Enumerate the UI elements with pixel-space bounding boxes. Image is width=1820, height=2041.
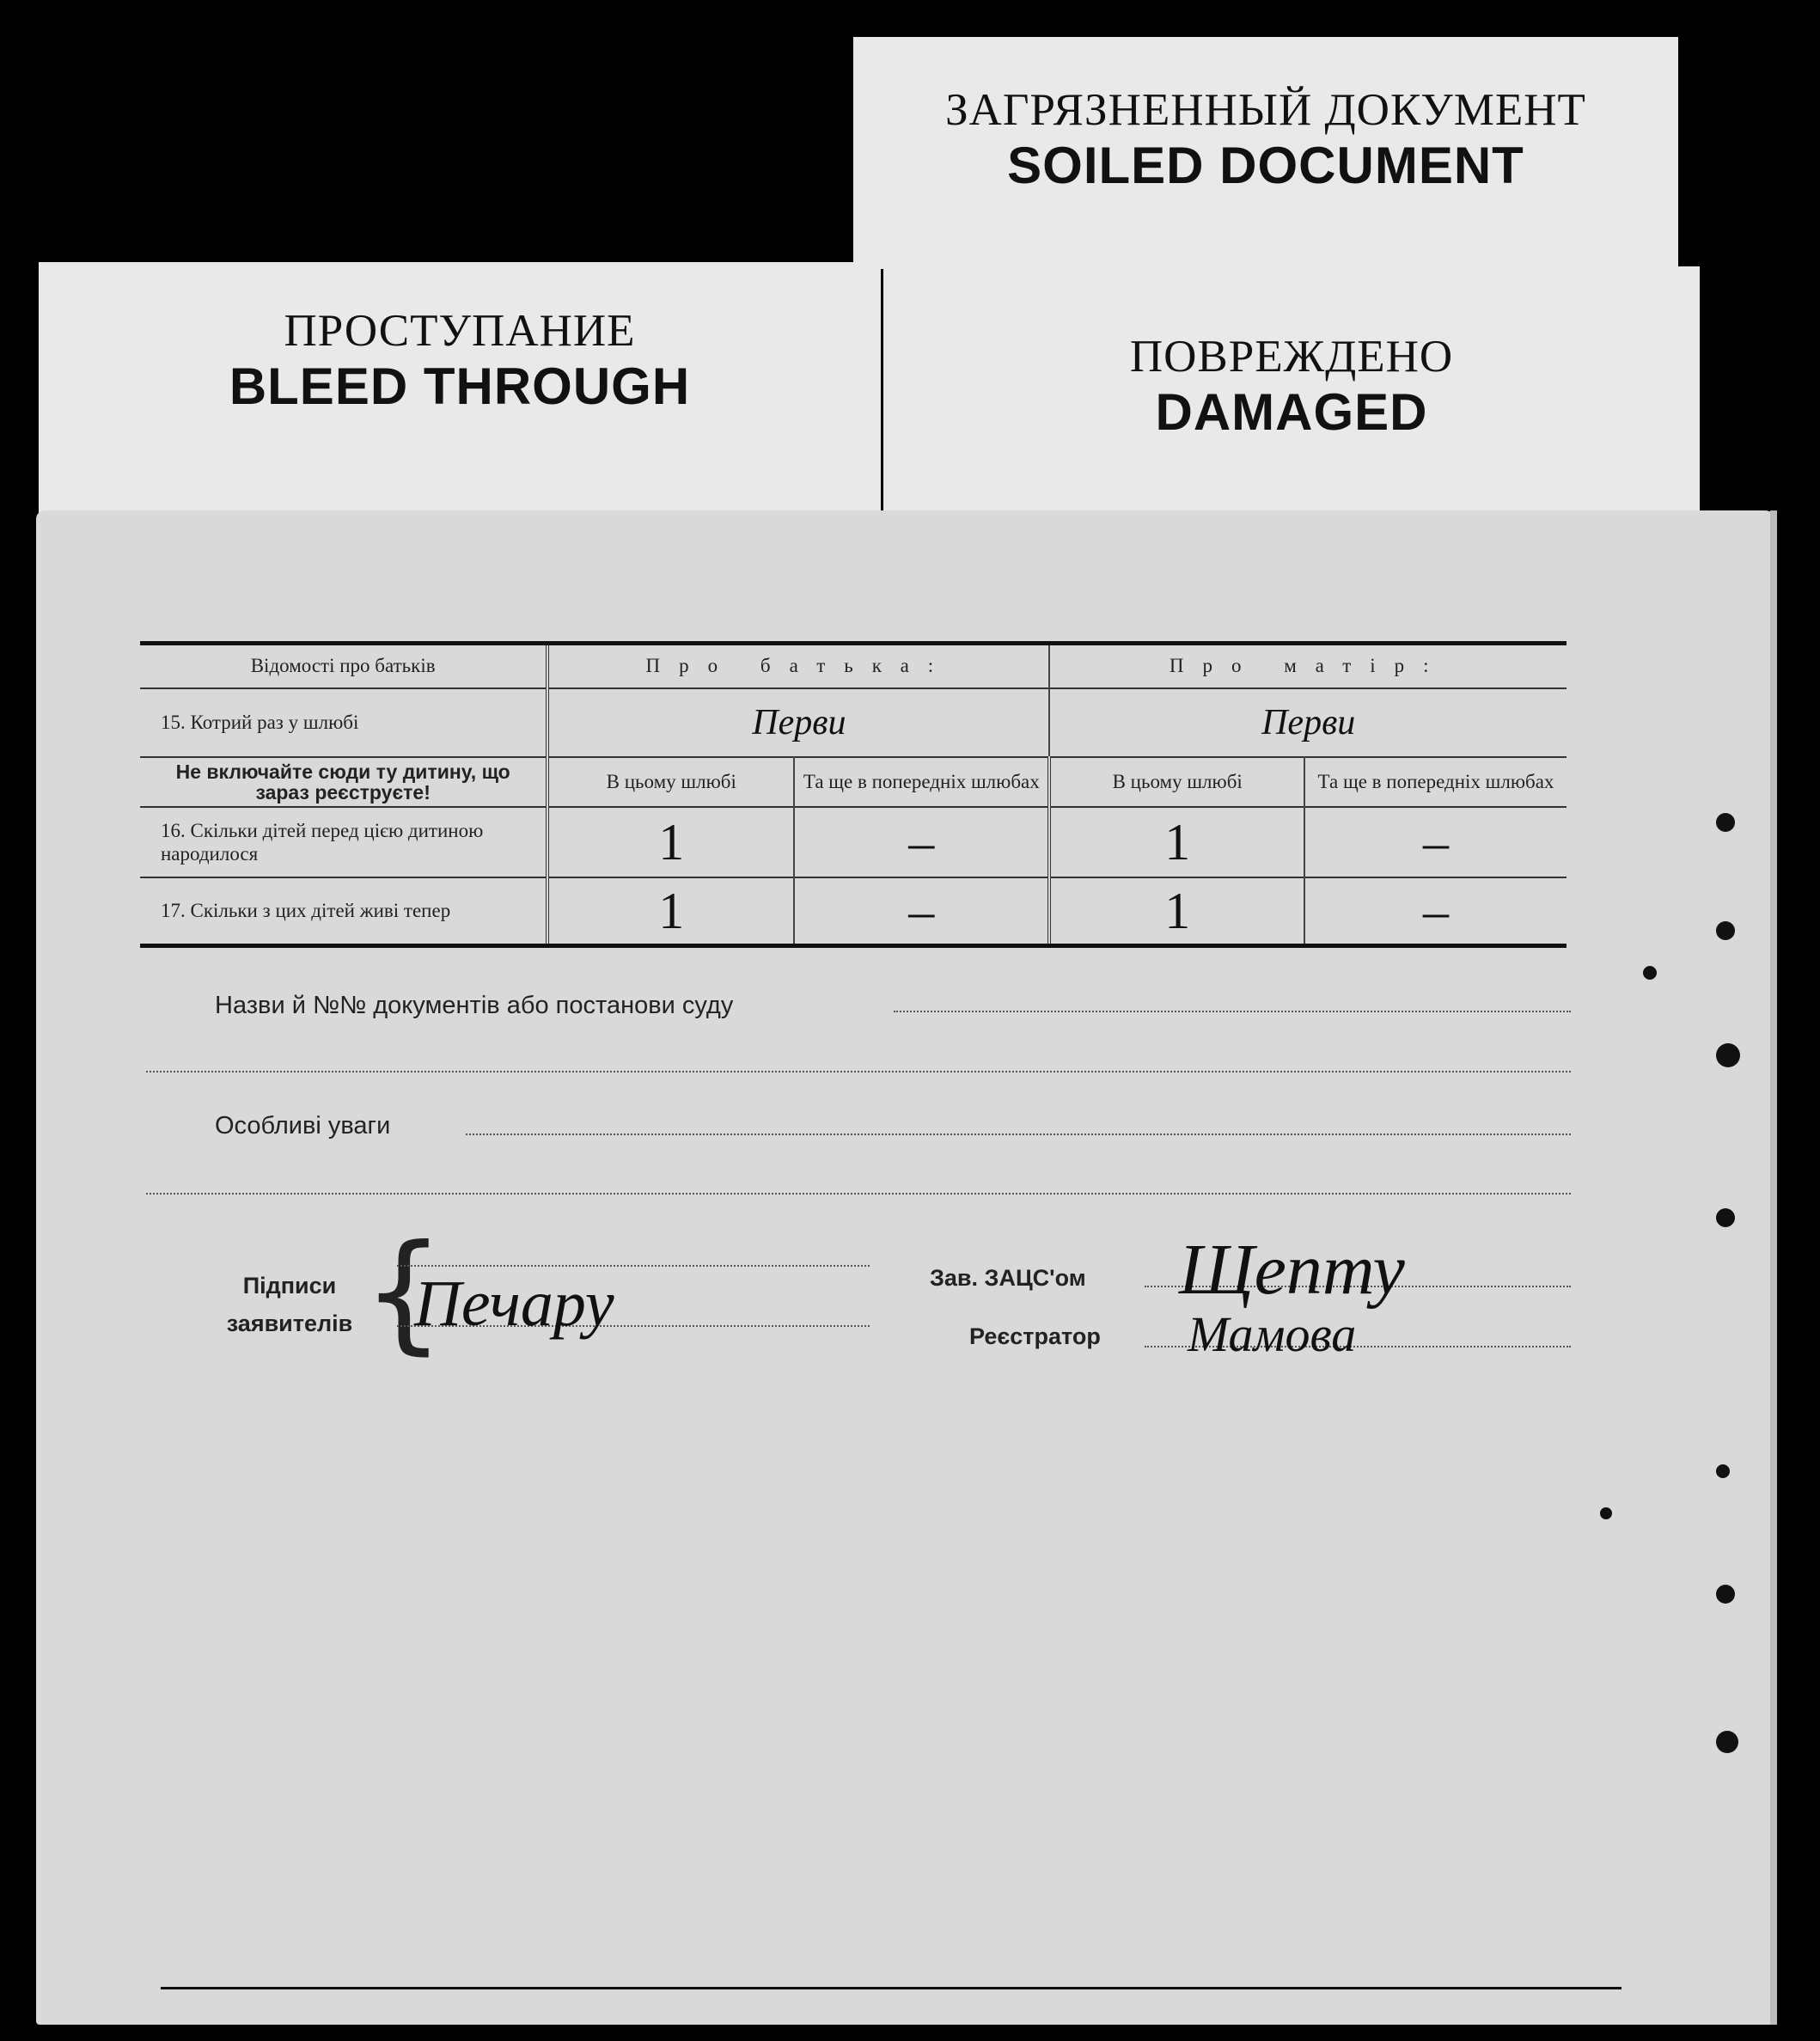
table-subheader-row (140, 757, 1567, 807)
registrar-signature: Мамова (1188, 1306, 1357, 1362)
sheet-edge (1770, 510, 1777, 2025)
table-row (140, 688, 1567, 757)
header-father: Про батька: (547, 644, 1049, 688)
sub-prev-marriages-father: Та ще в попередніх шлюбах (794, 757, 1049, 807)
punch-hole (1600, 1507, 1612, 1519)
row16-mother-prev: – (1304, 807, 1567, 877)
applicant-signature: Печару (414, 1268, 614, 1340)
damaged-card (883, 266, 1700, 516)
documents-line-2 (146, 1071, 1571, 1072)
note-label: Не включайте сюди ту дитину, що зараз реєструєте! (175, 760, 510, 804)
punch-hole (1716, 1043, 1740, 1067)
row17-mother-prev: – (1304, 877, 1567, 946)
damaged-label-ru: ПОВРЕЖДЕНО (1129, 332, 1454, 382)
row16-father-this: 1 (547, 807, 794, 877)
document-sheet (36, 510, 1777, 2025)
row15-mother-value: Перви (1261, 702, 1356, 742)
documents-line (894, 1011, 1571, 1012)
bleed-label-en: BLEED THROUGH (229, 357, 691, 415)
row15-father-cell (547, 688, 1049, 757)
punch-hole (1716, 1208, 1735, 1227)
soiled-label-ru: ЗАГРЯЗНЕННЫЙ ДОКУМЕНТ (945, 85, 1586, 135)
applicants-signatures-label: Підписи заявителів (226, 1273, 353, 1336)
row17-father-this: 1 (547, 877, 794, 946)
bleed-through-card (39, 262, 881, 520)
table-row (140, 807, 1567, 877)
row15-label: 15. Котрий раз у шлюбі (161, 711, 359, 733)
table-header-row (140, 644, 1567, 688)
punch-hole (1716, 1731, 1738, 1753)
punch-hole (1716, 1464, 1730, 1478)
punch-hole (1643, 966, 1657, 980)
parents-info-table (140, 641, 1567, 948)
table-row (140, 877, 1567, 946)
soiled-document-card (853, 37, 1678, 269)
notes-label: Особливі уваги (215, 1112, 391, 1140)
punch-hole (1716, 813, 1735, 832)
head-label: Зав. ЗАЦС'ом (930, 1265, 1086, 1291)
damaged-label-en: DAMAGED (1155, 383, 1428, 441)
row17-label: 17. Скільки з цих дітей живі тепер (161, 899, 451, 921)
bleed-label-ru: ПРОСТУПАНИЕ (284, 306, 636, 356)
row16-mother-this: 1 (1049, 807, 1304, 877)
sub-this-marriage-mother: В цьому шлюбі (1049, 757, 1304, 807)
sub-prev-marriages-mother: Та ще в попередніх шлюбах (1304, 757, 1567, 807)
punch-hole (1716, 921, 1735, 940)
header-parents-info: Відомості про батьків (250, 655, 436, 677)
registrar-label: Реєстратор (969, 1323, 1101, 1349)
documents-label: Назви й №№ документів або постанови суду (215, 992, 734, 1019)
row17-mother-this: 1 (1049, 877, 1304, 946)
row16-father-prev: – (794, 807, 1049, 877)
header-mother: Про матір: (1049, 644, 1567, 688)
punch-hole (1716, 1585, 1735, 1604)
notes-line-2 (146, 1193, 1571, 1195)
sub-this-marriage-father: В цьому шлюбі (547, 757, 794, 807)
soiled-label-en: SOILED DOCUMENT (1007, 137, 1524, 194)
row17-father-prev: – (794, 877, 1049, 946)
head-signature: Щепту (1179, 1230, 1405, 1310)
row16-label: 16. Скільки дітей перед цією дитиною народилося (161, 819, 484, 865)
brace: { (363, 1218, 445, 1367)
notes-line (466, 1134, 1571, 1135)
row15-mother-cell (1049, 688, 1567, 757)
row15-father-value: Перви (752, 702, 846, 742)
bottom-rule (161, 1987, 1622, 1989)
